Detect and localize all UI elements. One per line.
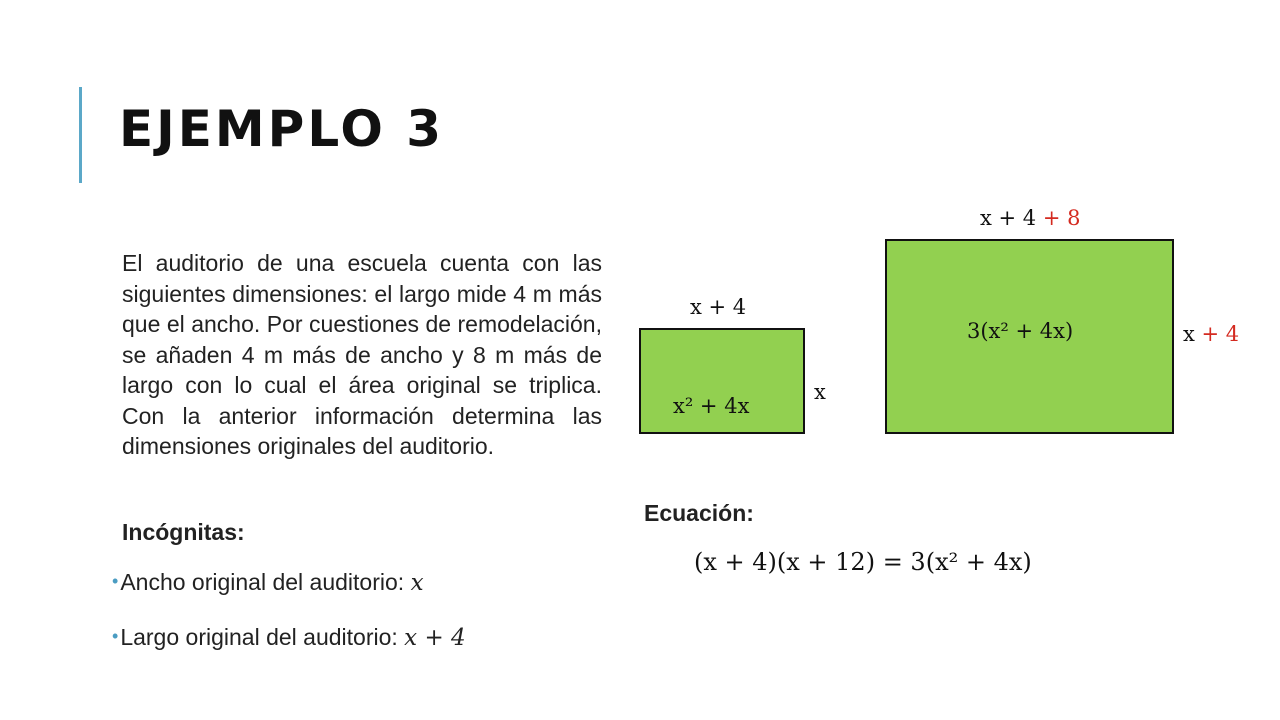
slide-title: EJEMPLO 3 [119, 100, 445, 158]
problem-statement: El auditorio de una escuela cuenta con las siguientes dimensiones: el largo mide 4 m más que el ancho. Por cuestiones de remodelación, se añaden 4 m más de ancho y 8 m más de largo con lo cual el área original se triplica. Con la anterior información determina las dimensiones originales del auditorio. [122, 250, 602, 459]
large-rectangle [885, 239, 1174, 434]
bullet-icon: • [112, 626, 119, 646]
unknown-item-width [112, 569, 424, 596]
bullet-icon: • [112, 571, 119, 591]
width-base: x [1183, 322, 1195, 346]
large-rect-width-label [1183, 322, 1239, 346]
length-base: x + 4 [980, 206, 1037, 230]
unknown-label: Ancho original del auditorio: [120, 569, 411, 595]
small-rect-length-label: x + 4 [690, 295, 747, 319]
unknowns-heading: Incógnitas: [122, 519, 245, 545]
width-added: + 4 [1194, 322, 1240, 346]
large-rect-length-label [980, 206, 1080, 230]
small-rect-area-label: x² + 4x [673, 394, 750, 418]
small-rectangle [639, 328, 805, 434]
large-rect-area-label: 3(x² + 4x) [967, 319, 1074, 343]
unknown-expression: x + 4 [404, 625, 466, 651]
unknown-item-length [112, 624, 466, 651]
title-accent-bar [79, 87, 82, 183]
length-added: + 8 [1036, 206, 1081, 230]
small-rect-width-label: x [814, 380, 826, 404]
equation-heading: Ecuación: [644, 500, 754, 526]
unknown-expression: x [410, 570, 424, 596]
equation: (x + 4)(x + 12) = 3(x² + 4x) [694, 548, 1032, 576]
unknown-label: Largo original del auditorio: [120, 624, 405, 650]
